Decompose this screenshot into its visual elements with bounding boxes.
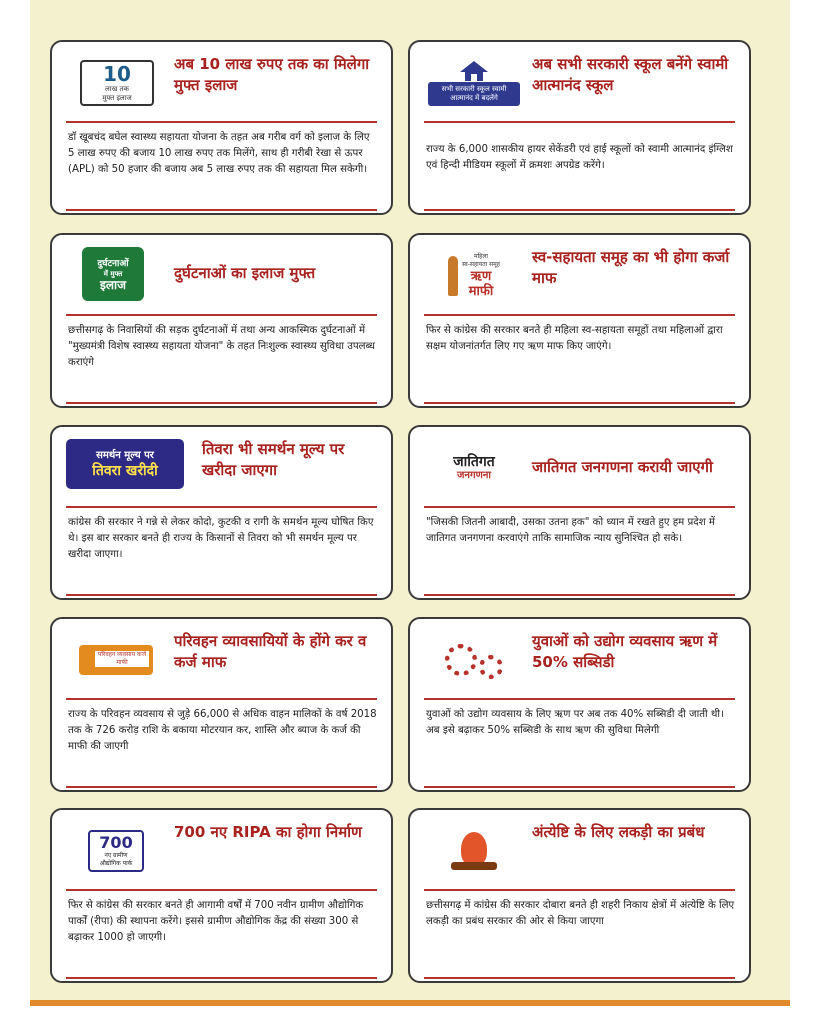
- card-title: दुर्घटनाओं का इलाज मुफ्त: [174, 264, 316, 282]
- card-body: राज्य के 6,000 शासकीय हायर सेकेंडरी एवं हाई स्कूलों को स्वामी आत्मानंद इंग्लिश एवं हिन्दी मीडियम स्कूलों में क्रमशः अपग्रेड करेंगे।: [426, 144, 733, 171]
- divider: [424, 594, 735, 596]
- icon-caption-2: जनगणना: [457, 470, 491, 481]
- divider: [424, 121, 735, 123]
- card-title: तिवरा भी समर्थन मूल्य पर खरीदा जाएगा: [202, 440, 345, 479]
- divider: [424, 977, 735, 979]
- icon-caption-1: जातिगत: [453, 454, 495, 470]
- card-body: कांग्रेस की सरकार ने गन्ने से लेकर कोदो, कुटकी व रागी के समर्थन मूल्य घोषित किए थे। इस बार सरकार बनते ही राज्य के किसानों से तिवरा को भी समर्थन मूल्य पर खरीदा जाएगा।: [68, 517, 374, 560]
- divider: [424, 209, 735, 211]
- ripa-700-icon: [70, 822, 162, 880]
- card-accident-treatment: [50, 233, 393, 408]
- card-body: फिर से कांग्रेस की सरकार बनते ही महिला स्व-सहायता समूहों तथा महिलाओं द्वारा सक्षम योजनांतर्गत लिए गए ऋण माफ किए जाएंगे।: [426, 325, 723, 352]
- icon-caption-4: माफी: [468, 284, 494, 299]
- icon-caption-2: तिवरा खरीदी: [92, 462, 158, 479]
- ripa-badge: [88, 830, 144, 872]
- divider: [424, 402, 735, 404]
- card-title: जातिगत जनगणना करायी जाएगी: [532, 458, 713, 476]
- 10-lakh-health-icon: [80, 60, 154, 106]
- card-title: अंत्येष्टि के लिए लकड़ी का प्रबंध: [532, 823, 705, 841]
- card-shg-loan-waiver: [408, 233, 751, 408]
- divider: [66, 314, 377, 316]
- icon-caption-1: नए ग्रामीण: [104, 852, 128, 859]
- divider: [66, 698, 377, 700]
- caste-census-icon: [428, 439, 520, 497]
- truck-icon: [70, 631, 162, 689]
- flame-icon: [461, 832, 487, 866]
- divider: [66, 594, 377, 596]
- card-body: "जिसकी जितनी आबादी, उसका उतना हक" को ध्यान में रखते हुए हम प्रदेश में जातिगत जनगणना करवाएंगे ताकि सामाजिक न्याय सुनिश्चित हो सके।: [426, 517, 715, 544]
- divider: [424, 889, 735, 891]
- accident-treatment-icon: [82, 247, 144, 301]
- card-swami-atmanand-school: [408, 40, 751, 215]
- card-title: अब 10 लाख रुपए तक का मिलेगा मुफ्त इलाज: [174, 55, 370, 94]
- icon-caption: सभी सरकारी स्कूल स्वामी आत्मानंद में बदलेंगे: [428, 82, 520, 106]
- divider: [66, 977, 377, 979]
- icon-number: 700: [99, 833, 133, 852]
- tivra-purchase-icon: [66, 439, 184, 489]
- divider: [66, 889, 377, 891]
- gear-large-icon: [445, 644, 477, 676]
- card-title: अब सभी सरकारी स्कूल बनेंगे स्वामी आत्मानंद स्कूल: [532, 55, 729, 94]
- divider: [66, 402, 377, 404]
- divider: [424, 506, 735, 508]
- icon-caption-2: औद्योगिक पार्क: [99, 860, 133, 867]
- card-body: छत्तीसगढ़ के निवासियों की सड़क दुर्घटनाओं में तथा अन्य आकस्मिक दुर्घटनाओं में "मुख्यमंत्री विशेष स्वास्थ्य सहायता योजना" के तहत निःशुल्क स्वास्थ्य सुविधा उपलब्ध कराएंगे: [68, 325, 375, 368]
- divider: [424, 698, 735, 700]
- icon-caption-3: इलाज: [99, 277, 127, 292]
- loan-waiver-icon: [428, 247, 520, 305]
- divider: [66, 209, 377, 211]
- house-icon: [459, 60, 489, 82]
- divider: [66, 121, 377, 123]
- card-body: डॉ खूबचंद बघेल स्वास्थ्य सहायता योजना के तहत अब गरीब वर्ग को इलाज के लिए 5 लाख रुपए की बजाय 10 लाख रुपए तक मिलेंगे, साथ ही गरीबी रेखा से ऊपर (APL) को 50 हजार की बजाय अब 5 लाख रुपए तक की सहायता मिल सकेगी।: [68, 132, 370, 175]
- divider: [424, 786, 735, 788]
- gears-icon: [428, 631, 520, 689]
- card-title: 700 नए RIPA का होगा निर्माण: [174, 823, 362, 841]
- divider: [66, 506, 377, 508]
- woman-figure-icon: [448, 256, 458, 296]
- icon-caption: परिवहन व्यवसाय कर्ज माफी: [95, 651, 149, 667]
- icon-caption-2: में मुफ्त: [103, 269, 123, 278]
- icon-caption-3: ऋण: [470, 269, 492, 284]
- card-body: राज्य के परिवहन व्यवसाय से जुड़े 66,000 से अधिक वाहन मालिकों के वर्ष 2018 तक के 726 करोड़ राशि के बकाया मोटरयान कर, शास्ति और ब्याज के कर्ज की माफी की जाएगी: [68, 709, 377, 752]
- card-title: युवाओं को उद्योग व्यवसाय ऋण में 50% सब्सिडी: [532, 632, 718, 671]
- card-body: युवाओं को उद्योग व्यवसाय के लिए ऋण पर अब तक 40% सब्सिडी दी जाती थी। अब इसे बढ़ाकर 50% सब्सिडी के साथ ऋण की सुविधा मिलेगी: [426, 709, 724, 736]
- icon-caption-1: समर्थन मूल्य पर: [96, 449, 154, 461]
- icon-caption-bottom: मुफ्त इलाज: [102, 94, 132, 102]
- icon-caption-top: लाख तक: [105, 85, 129, 93]
- card-title: स्व-सहायता समूह का भी होगा कर्जा माफ: [532, 248, 730, 287]
- icon-caption-2: स्व-सहायता समूह: [462, 261, 500, 268]
- school-icon: [428, 54, 520, 112]
- card-youth-subsidy: [408, 617, 751, 792]
- gear-small-icon: [479, 655, 503, 679]
- card-health-10-lakh: [50, 40, 393, 215]
- bottom-border: [30, 1000, 790, 1006]
- card-funeral-wood: [408, 808, 751, 983]
- card-ripa-700: [50, 808, 393, 983]
- logs-icon: [451, 862, 497, 870]
- icon-number: 10: [103, 62, 131, 86]
- card-caste-census: [408, 425, 751, 600]
- card-body: फिर से कांग्रेस की सरकार बनते ही आगामी वर्षों में 700 नवीन ग्रामीण औद्योगिक पार्कों (रीपा) की स्थापना करेंगे। इससे ग्रामीण औद्योगिक केंद्र की संख्या 300 से बढ़ाकर 1000 हो जाएगी।: [68, 900, 364, 943]
- card-transport-tax-waiver: [50, 617, 393, 792]
- card-tivra-msp: [50, 425, 393, 600]
- truck-body: [79, 645, 153, 675]
- divider: [66, 786, 377, 788]
- icon-caption-1: दुर्घटनाओं: [97, 258, 129, 269]
- card-title: परिवहन व्यावसायियों के होंगे कर व कर्ज माफ: [174, 632, 367, 671]
- divider: [424, 314, 735, 316]
- icon-caption-1: महिला: [474, 253, 488, 260]
- funeral-pyre-icon: [428, 822, 520, 880]
- card-body: छत्तीसगढ़ में कांग्रेस की सरकार दोबारा बनते ही शहरी निकाय क्षेत्रों में अंत्येष्टि के लिए लकड़ी का प्रबंध सरकार की ओर से किया जाएगा: [426, 900, 735, 927]
